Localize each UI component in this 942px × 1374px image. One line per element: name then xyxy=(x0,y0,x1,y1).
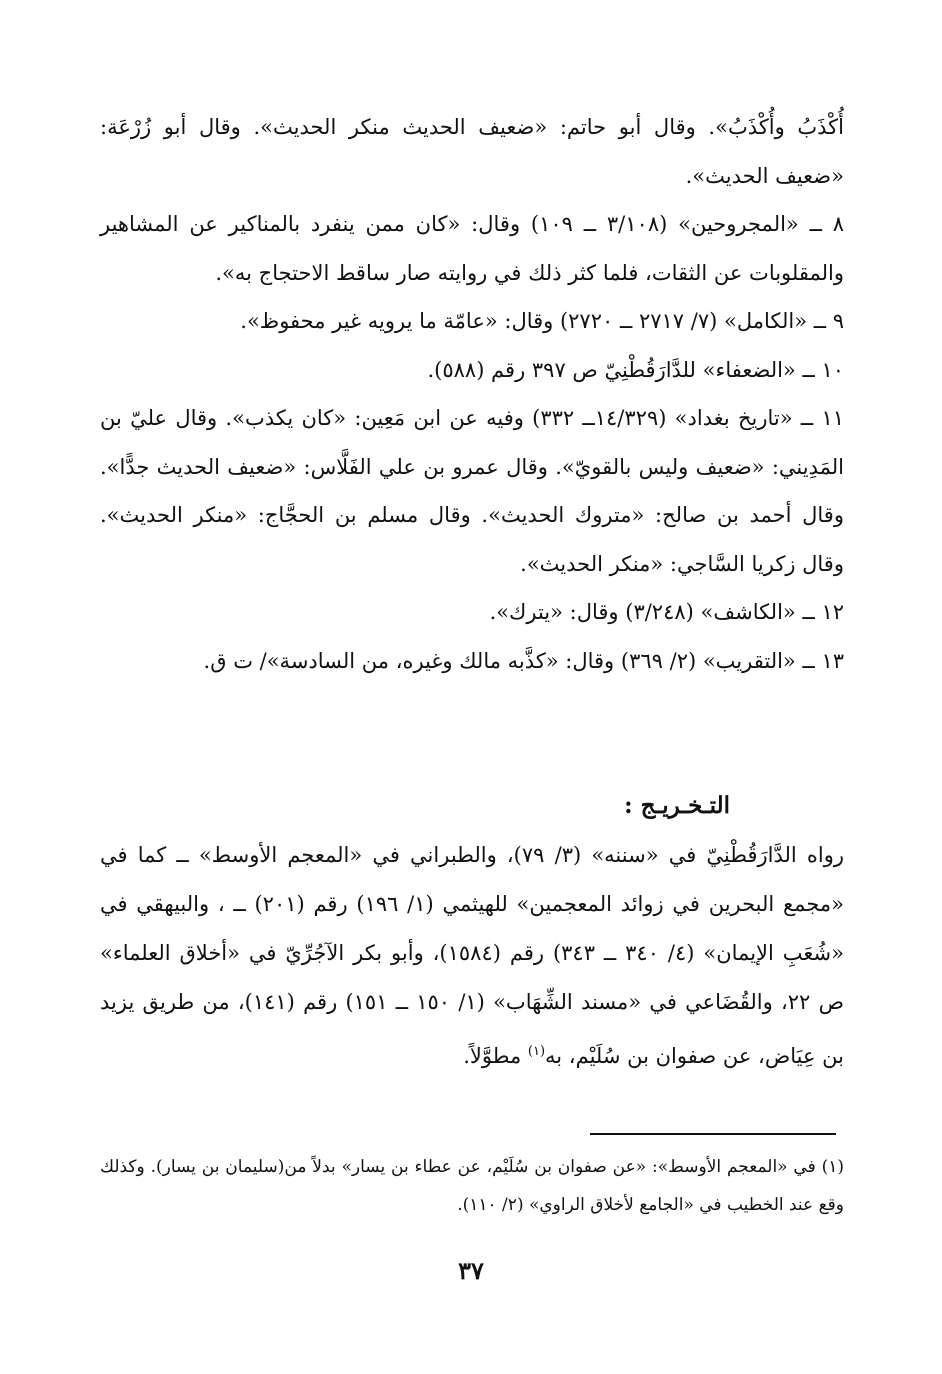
paragraph-item-9: ٩ ــ «الكامل» (٧/ ٢٧١٧ ــ ٢٧٢٠) وقال: «عامّة ما يرويه غير محفوظ». xyxy=(240,309,844,333)
paragraph-item-11: ١١ ــ «تاريخ بغداد» (١٤/٣٢٩ــ ٣٣٢) وفيه عن ابن مَعِين: «كان يكذب». وقال عليّ بن المَدِيني: «ضعيف وليس بالقويّ». وقال عمرو بن علي الفَلَّاس: «ضعيف الحديث جدًّا». وقال أحمد بن صالح: «متروك الحديث». وقال مسلم بن الحجَّاج: «منكر الحديث». وقال زكريا السَّاجي: «منكر الحديث». xyxy=(100,406,844,576)
footnote-1: (١) في «المعجم الأوسط»: «عن صفوان بن سُلَيْم، عن عطاء بن يسار» بدلاً من(سليمان بن يسار). وكذلك وقع عند الخطيب في «الجامع لأخلاق الراوي» (٢/ ١١٠). xyxy=(100,1157,844,1215)
takhrij-paragraph xyxy=(100,831,844,1081)
takhrij-section xyxy=(100,831,844,1081)
paragraph-item-10: ١٠ ــ «الضعفاء» للدَّارَقُطْنِيّ ص ٣٩٧ رقم (٥٨٨). xyxy=(427,357,844,382)
footnote-divider xyxy=(590,1133,836,1135)
footnote-marker: (١) xyxy=(527,1044,546,1059)
takhrij-text: رواه الدَّارَقُطْنِيّ في «سننه» (٣/ ٧٩)، والطبراني في «المعجم الأوسط» ــ كما في «مجمع البحرين في زوائد المعجمين» للهيثمي (١/ ١٩٦) رقم (٢٠١) ــ ، والبيهقي في «شُعَبِ الإيمان» (٤/ ٣٤٠ ــ ٣٤٣) رقم (١٥٨٤)، وأبو بكر الآجُرِّيّ في «أخلاق العلماء» ص ٢٢، والقُضَاعي في «مسند الشِّهَاب» (١/ ١٥٠ ــ ١٥١) رقم (١٤١)، من طريق يزيد بن عِيَاض، عن صفوان بن سُلَيْم، به xyxy=(100,843,844,1068)
footnote-section xyxy=(100,1148,844,1224)
paragraph-item-12: ١٢ ــ «الكاشف» (٣/٢٤٨) وقال: «يترك». xyxy=(489,600,844,624)
paragraph-item-13: ١٣ ــ «التقريب» (٢/ ٣٦٩) وقال: «كذَّبه مالك وغيره، من السادسة»/ ت ق. xyxy=(203,648,844,673)
paragraph-continuation: أُكْذَبُ وأُكْذَبُ». وقال أبو حاتم: «ضعيف الحديث منكر الحديث». وقال أبو زُرْعَة: «ضعيف الحديث». xyxy=(100,115,844,188)
page-number: ٣٧ xyxy=(458,1256,484,1285)
takhrij-heading: التـخـريـج : xyxy=(624,792,730,819)
narrators-critique-section xyxy=(100,103,844,685)
paragraph-item-8: ٨ ــ «المجروحين» (٣/١٠٨ ــ ١٠٩) وقال: «كان ممن ينفرد بالمناكير عن المشاهير والمقلوبات عن الثقات، فلما كثر ذلك في روايته صار ساقط الاحتجاج به». xyxy=(100,212,845,285)
takhrij-text-end: مطوَّلاً. xyxy=(463,1044,528,1068)
